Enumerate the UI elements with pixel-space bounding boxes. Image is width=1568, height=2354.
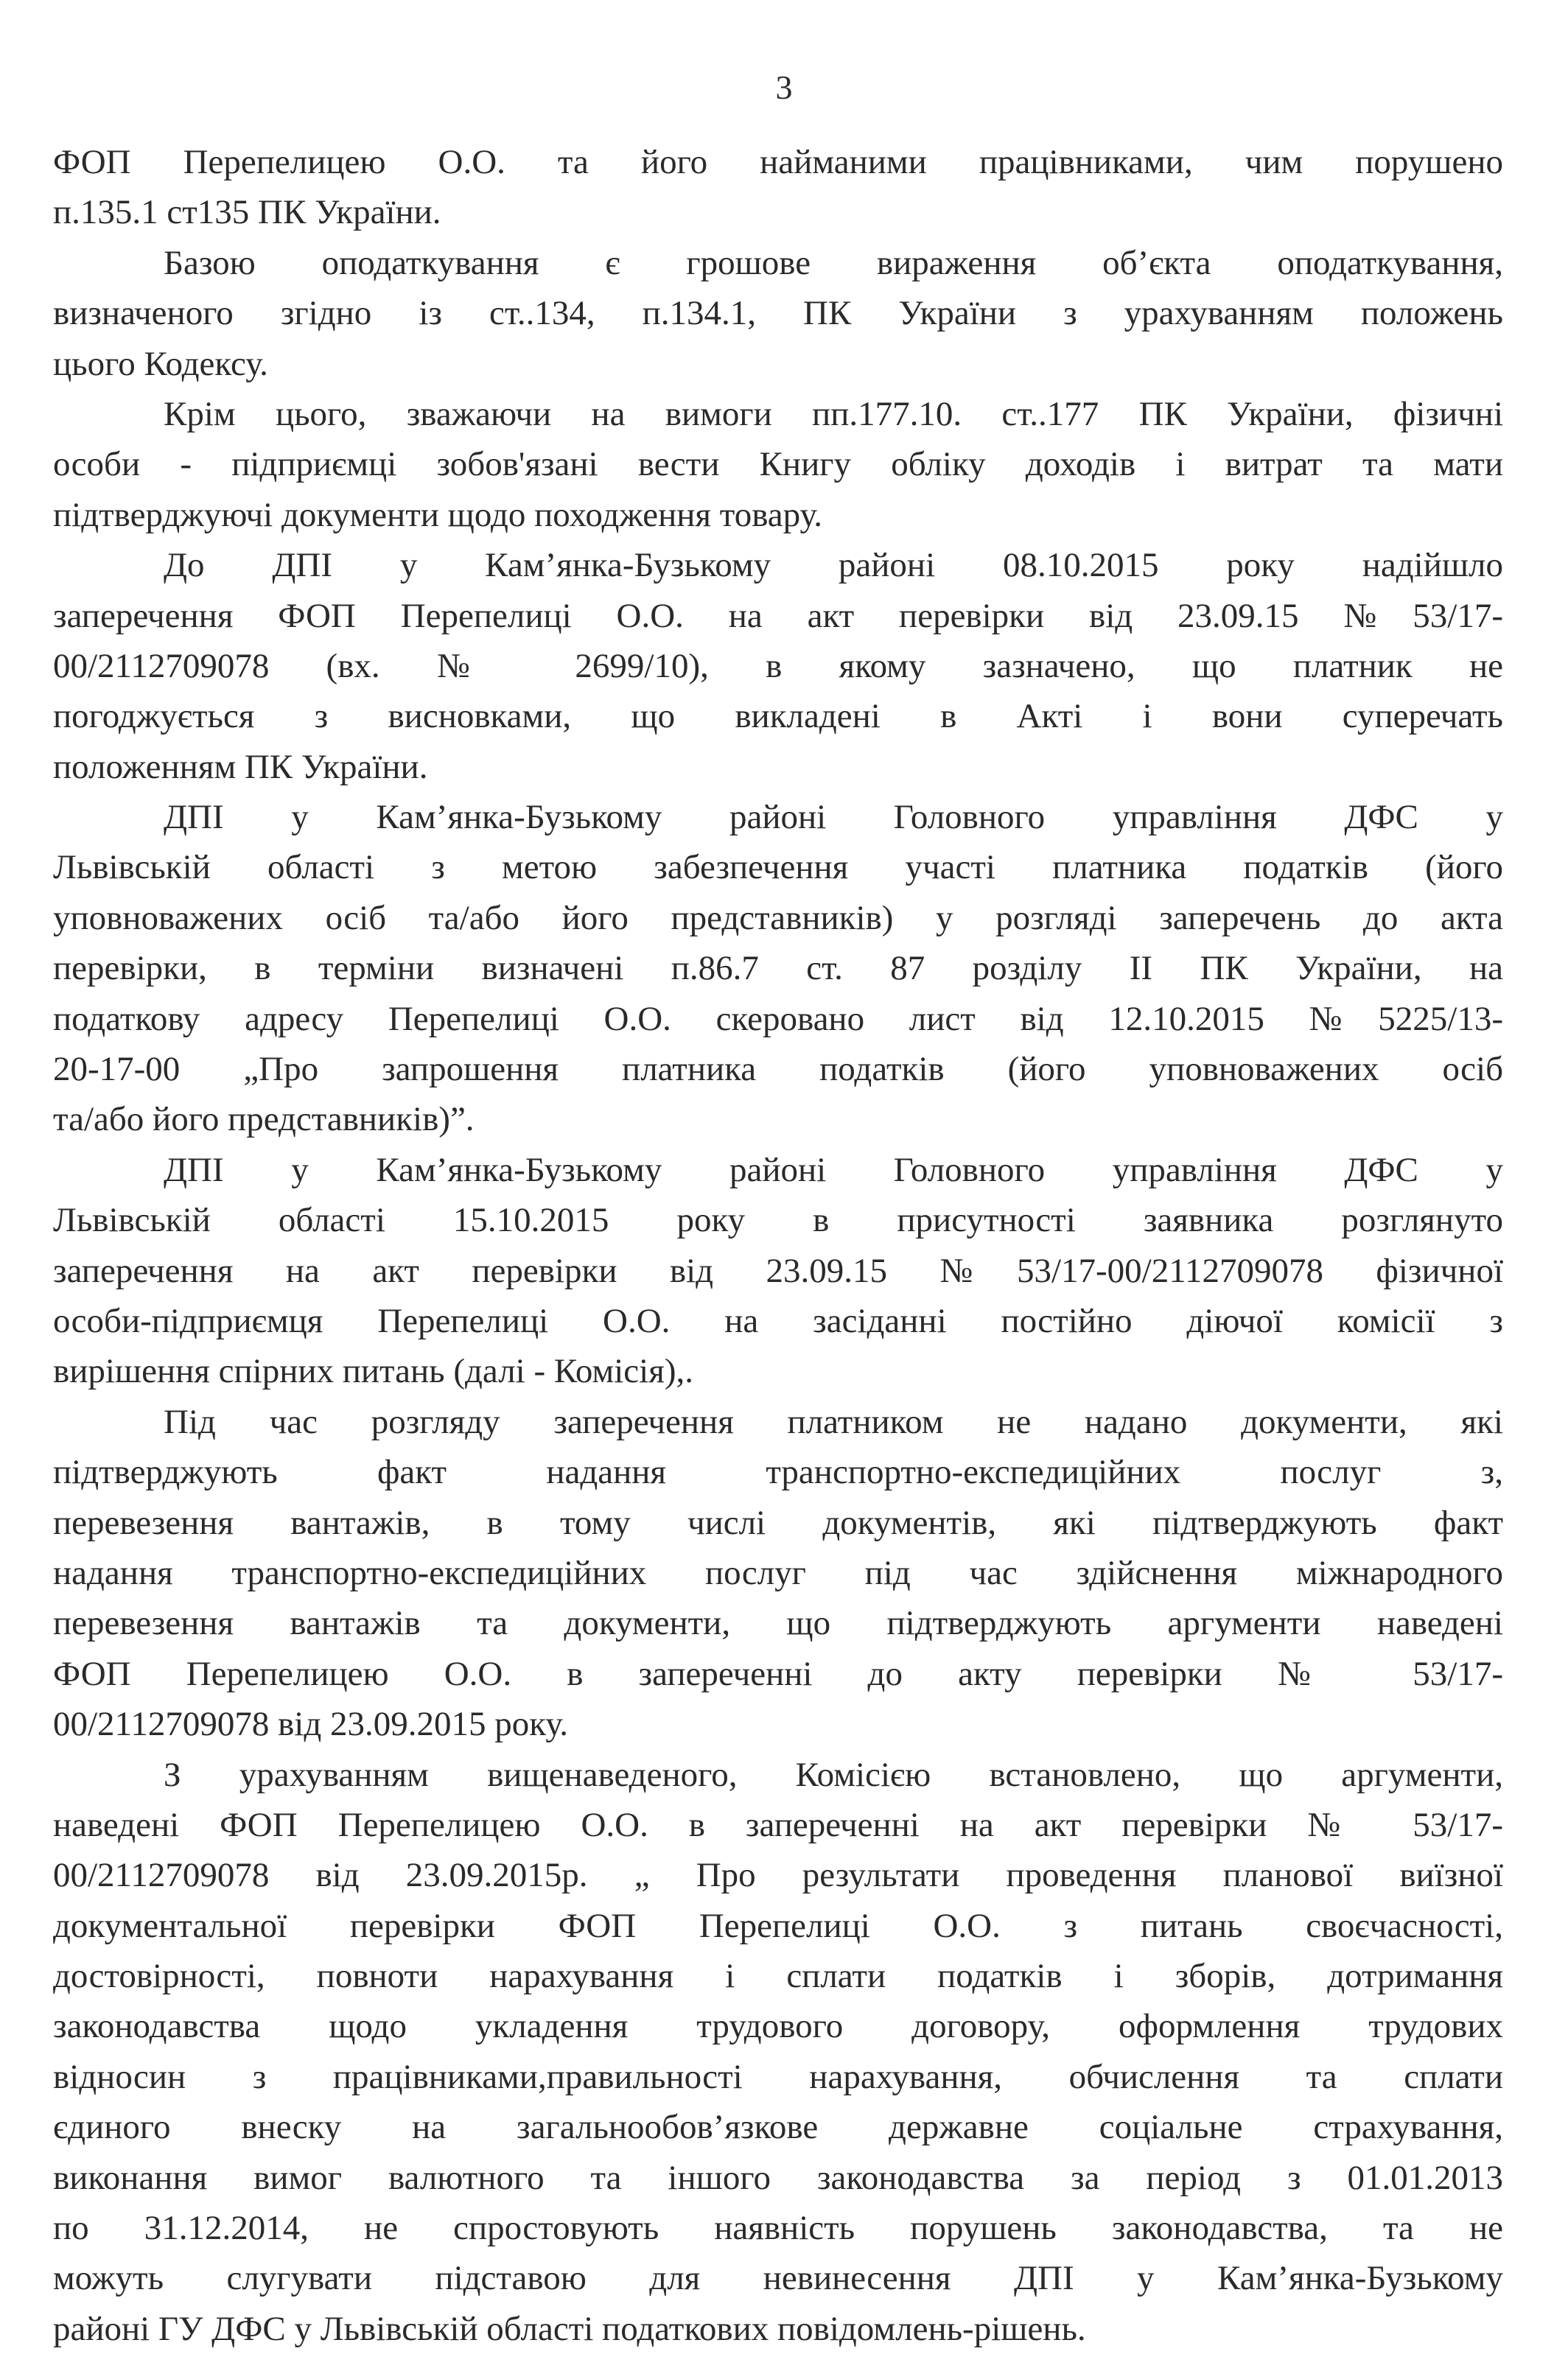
text-line: перевірки, в терміни визначені п.86.7 ст. 87 розділу ІІ ПК України, на	[53, 943, 1503, 993]
paragraph	[53, 540, 1503, 792]
paragraph	[53, 1145, 1503, 1397]
text-line: 00/2112709078 від 23.09.2015р. „ Про результати проведення планової виїзної	[53, 1850, 1503, 1900]
paragraph	[53, 1750, 1503, 2354]
text-line: 20-17-00 „Про запрошення платника податків (його уповноважених осіб	[53, 1044, 1503, 1094]
text-line: відносин з працівниками,правильності нарахування, обчислення та сплати	[53, 2052, 1503, 2102]
text-line: наведені ФОП Перепелицею О.О. в запереченні на акт перевірки № 53/17-	[53, 1800, 1503, 1850]
text-line: погоджується з висновками, що викладені в Акті і вони суперечать	[53, 691, 1503, 741]
text-line: 00/2112709078 від 23.09.2015 року.	[53, 1699, 1503, 1749]
text-line: та/або його представників)”.	[53, 1094, 1503, 1144]
text-line: підтверджуючі документи щодо походження товару.	[53, 490, 1503, 540]
text-line: п.135.1 ст135 ПК України.	[53, 187, 1503, 237]
paragraph	[53, 389, 1503, 540]
text-line: вирішення спірних питань (далі - Комісія),.	[53, 1346, 1503, 1396]
text-line: визначеного згідно із ст..134, п.134.1, ПК України з урахуванням положень	[53, 288, 1503, 338]
text-line: положенням ПК України.	[53, 742, 1503, 792]
paragraph	[53, 1397, 1503, 1750]
text-line: єдиного внеску на загальнообов’язкове державне соціальне страхування,	[53, 2102, 1503, 2152]
text-line: Крім цього, зважаючи на вимоги пп.177.10. ст..177 ПК України, фізичні	[53, 389, 1503, 439]
text-line: районі ГУ ДФС у Львівській області податкових повідомлень-рішень.	[53, 2304, 1503, 2354]
text-line: перевезення вантажів, в тому числі документів, які підтверджують факт	[53, 1498, 1503, 1548]
text-line: ФОП Перепелицею О.О. та його найманими працівниками, чим порушено	[53, 137, 1503, 187]
text-line: заперечення ФОП Перепелиці О.О. на акт перевірки від 23.09.15 №53/17-	[53, 591, 1503, 641]
text-line: уповноважених осіб та/або його представників) у розгляді заперечень до акта	[53, 893, 1503, 943]
text-line: ДПІ у Кам’янка-Бузькому районі Головного управління ДФС у	[53, 1145, 1503, 1195]
text-line: можуть слугувати підставою для невинесення ДПІ у Кам’янка-Бузькому	[53, 2253, 1503, 2303]
paragraph	[53, 137, 1503, 238]
text-line: особи - підприємці зобов'язані вести Книгу обліку доходів і витрат та мати	[53, 439, 1503, 489]
text-line: по 31.12.2014, не спростовують наявність порушень законодавства, та не	[53, 2203, 1503, 2253]
text-line: достовірності, повноти нарахування і сплати податків і зборів, дотримання	[53, 1951, 1503, 2001]
text-line: заперечення на акт перевірки від 23.09.15 №53/17-00/2112709078 фізичної	[53, 1246, 1503, 1296]
text-line: податкову адресу Перепелиці О.О. скеровано лист від 12.10.2015 №5225/13-	[53, 994, 1503, 1044]
text-line: виконання вимог валютного та іншого законодавства за період з 01.01.2013	[53, 2153, 1503, 2203]
paragraph	[53, 792, 1503, 1145]
text-line: Під час розгляду заперечення платником не надано документи, які	[53, 1397, 1503, 1447]
text-line: законодавства щодо укладення трудового договору, оформлення трудових	[53, 2001, 1503, 2051]
text-line: особи-підприємця Перепелиці О.О. на засіданні постійно діючої комісії з	[53, 1296, 1503, 1346]
text-line: цього Кодексу.	[53, 339, 1503, 389]
text-line: перевезення вантажів та документи, що підтверджують аргументи наведені	[53, 1598, 1503, 1648]
text-line: ДПІ у Кам’янка-Бузькому районі Головного управління ДФС у	[53, 792, 1503, 842]
text-line: До ДПІ у Кам’янка-Бузькому районі 08.10.2015 року надійшло	[53, 540, 1503, 590]
text-line: надання транспортно-експедиційних послуг під час здійснення міжнародного	[53, 1548, 1503, 1598]
paragraph	[53, 238, 1503, 389]
text-line: Базою оподаткування є грошове вираження об’єкта оподаткування,	[53, 238, 1503, 288]
text-line: документальної перевірки ФОП Перепелиці О.О. з питань своєчасності,	[53, 1901, 1503, 1951]
text-line: підтверджують факт надання транспортно-експедиційних послуг з,	[53, 1447, 1503, 1497]
text-line: Львівській області з метою забезпечення участі платника податків (його	[53, 842, 1503, 892]
text-line: ФОП Перепелицею О.О. в запереченні до акту перевірки № 53/17-	[53, 1649, 1503, 1699]
document-body	[53, 137, 1503, 2354]
page-number: 3	[0, 68, 1568, 107]
text-line: 00/2112709078 (вх. № 2699/10), в якому зазначено, що платник не	[53, 641, 1503, 691]
text-line: З урахуванням вищенаведеного, Комісією встановлено, що аргументи,	[53, 1750, 1503, 1800]
text-line: Львівській області 15.10.2015 року в присутності заявника розглянуто	[53, 1195, 1503, 1245]
